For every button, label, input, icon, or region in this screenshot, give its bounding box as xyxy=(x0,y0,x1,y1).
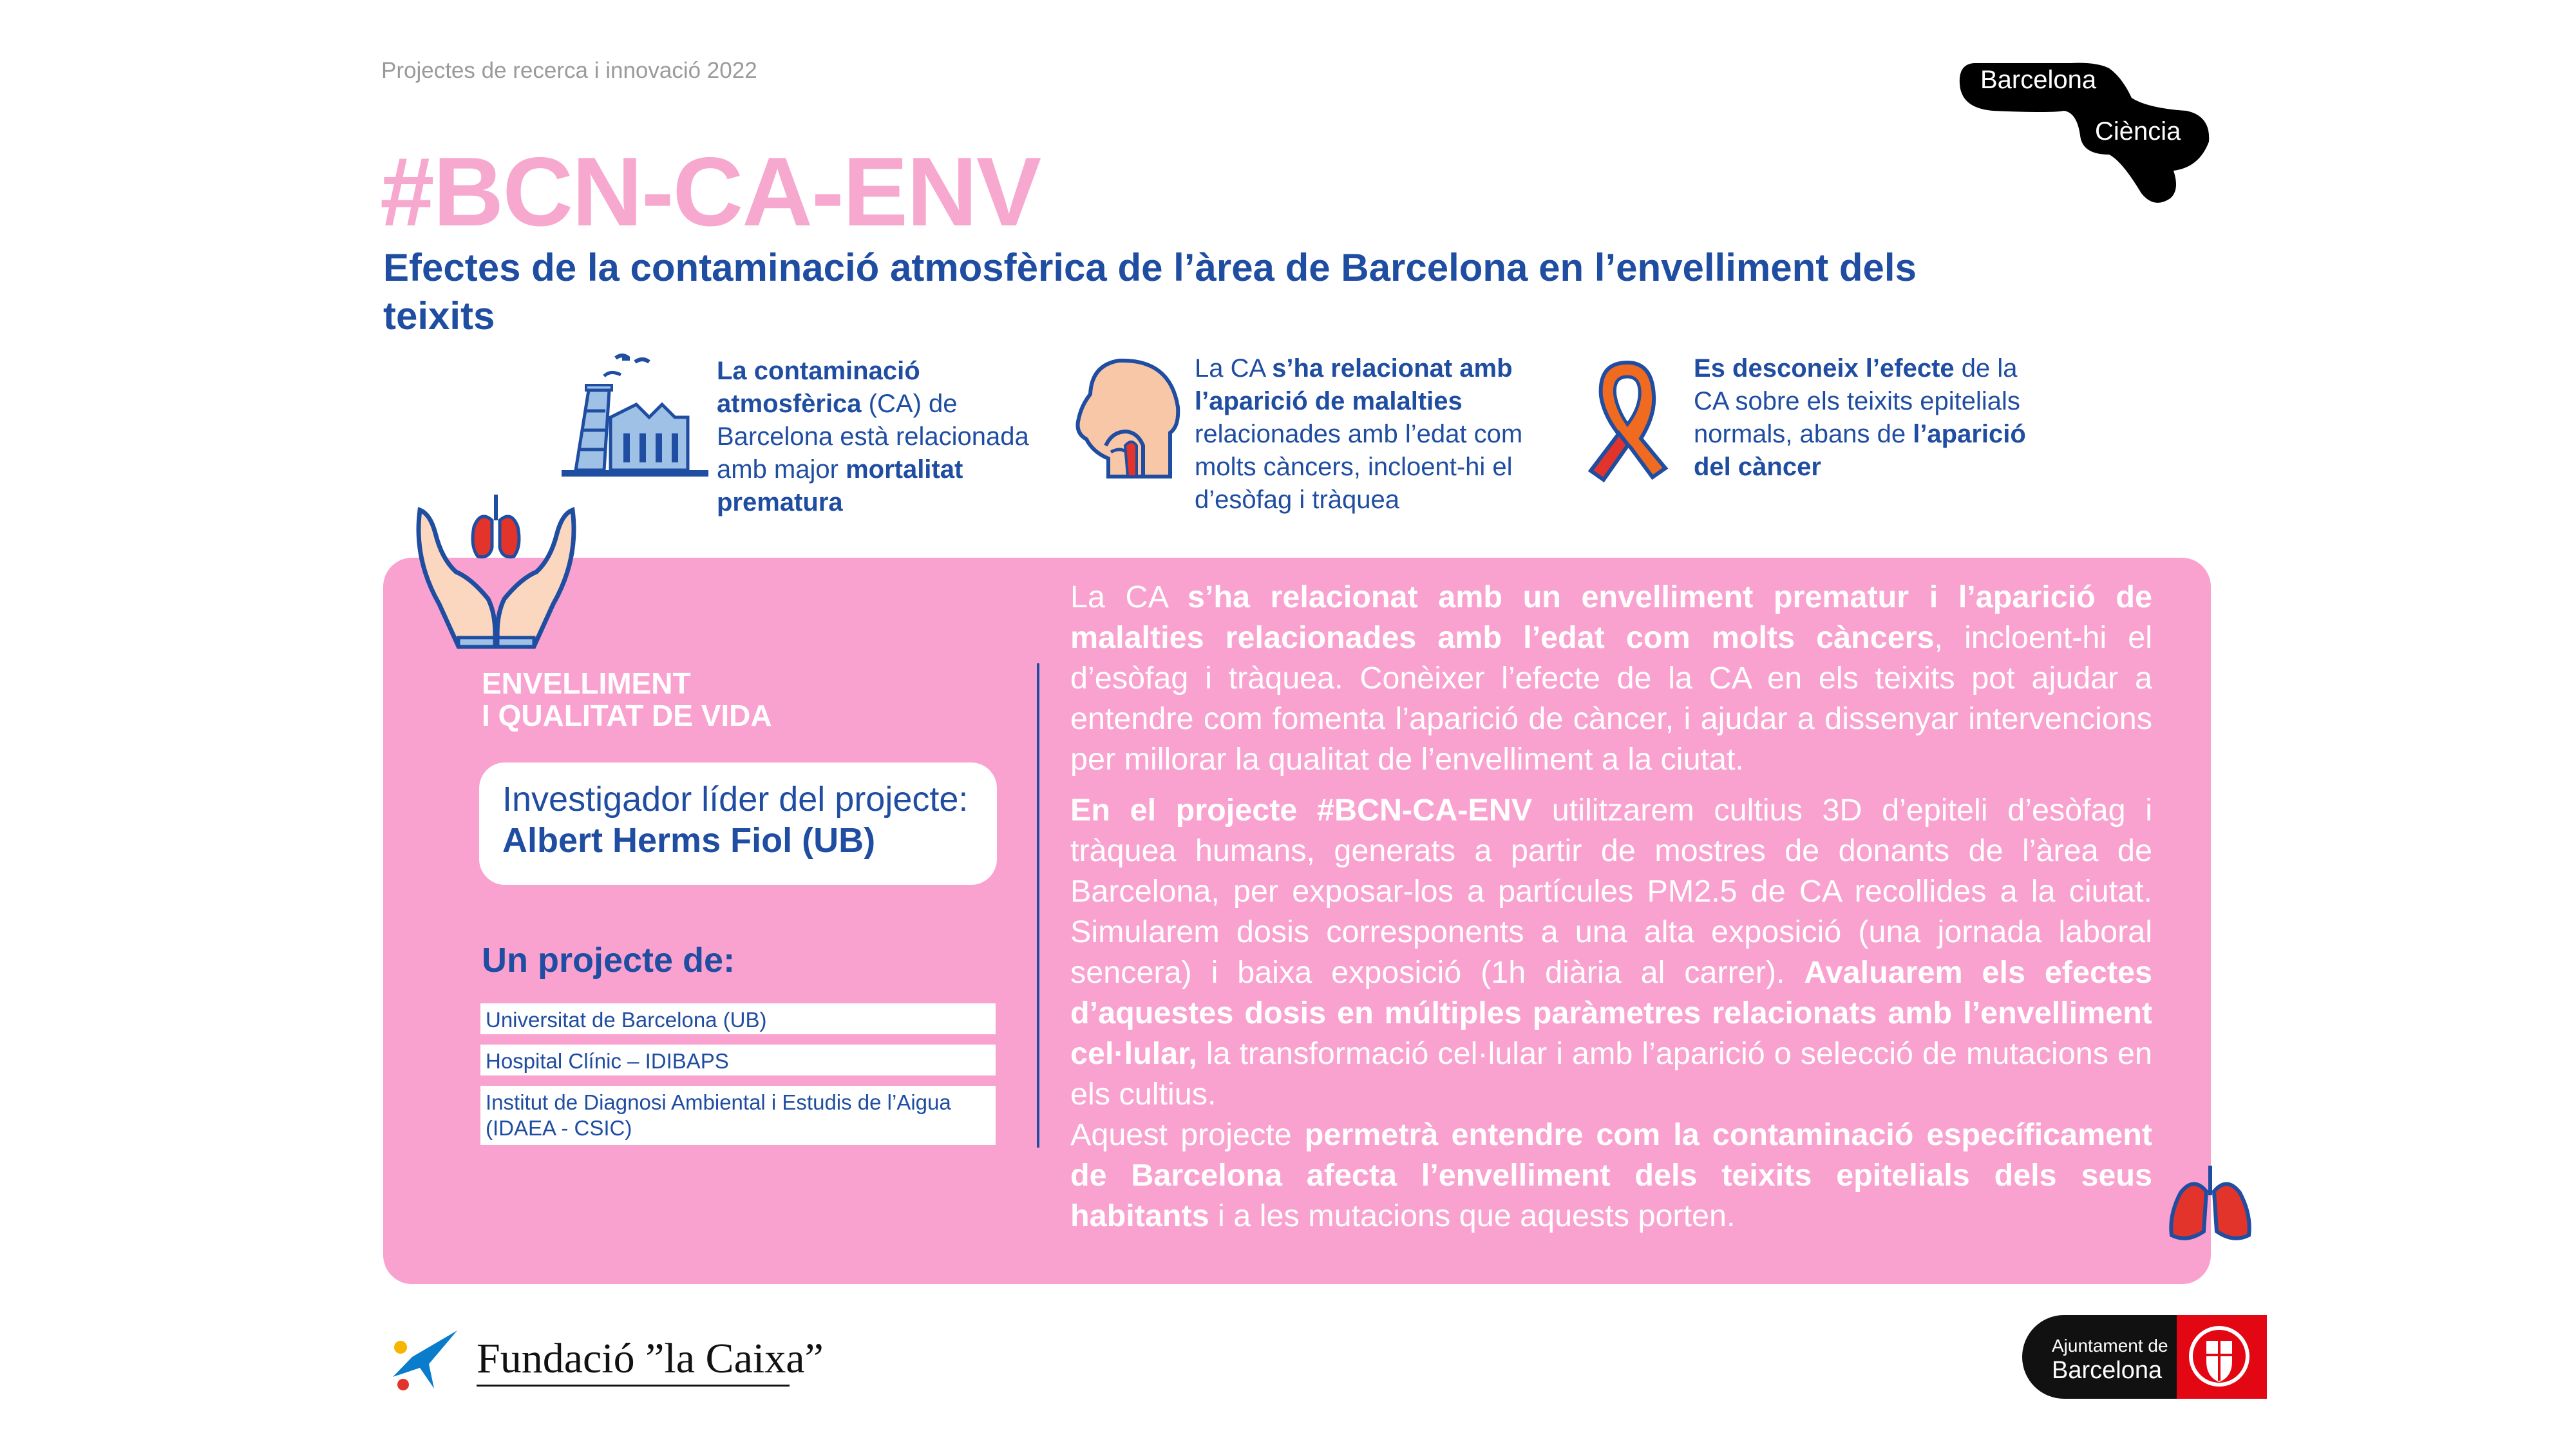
fact3-seg1: de la CA sobre els teixits epitelials normals, abans de xyxy=(1694,354,2020,448)
para2-seg3: la transformació cel·lular i amb l’aparició o selecció de mutacions en els cultius. xyxy=(1070,1036,2152,1112)
factory-icon xyxy=(559,353,710,482)
fact2-seg1: s’ha relacionat amb l’aparició de malalties xyxy=(1195,354,1513,415)
brand-logo-line1: Barcelona xyxy=(1980,66,2097,94)
cancer-ribbon-icon xyxy=(1586,357,1669,486)
para3-seg1: permetrà entendre com la contaminació específicament de Barcelona afecta l’envelliment dels teixits epitelials dels seus habitants xyxy=(1070,1117,2152,1233)
page-title: #BCN-CA-ENV xyxy=(380,137,1041,247)
ajuntament-line2: Barcelona xyxy=(2052,1357,2163,1384)
caixa-underline xyxy=(477,1385,790,1387)
fact2-seg0: La CA xyxy=(1195,354,1273,383)
fact3-seg2: l’aparició del càncer xyxy=(1694,420,2026,481)
partner-item: Hospital Clínic – IDIBAPS xyxy=(480,1045,996,1075)
researcher-box xyxy=(479,762,997,885)
para1-seg1: s’ha relacionat amb un envelliment prematur i l’aparició de malalties relacionades amb l’edat com molts càncers xyxy=(1070,580,2152,655)
page-subtitle: Efectes de la contaminació atmosfèrica de l’àrea de Barcelona en l’envelliment dels teixits xyxy=(383,246,1917,337)
fact-diseases xyxy=(1195,352,1581,516)
barcelona-ciencia-logo xyxy=(1955,58,2212,209)
para3-seg2: i a les mutacions que aquests porten. xyxy=(1209,1198,1736,1233)
fact-pollution-mortality xyxy=(717,355,1065,519)
vertical-divider xyxy=(1037,663,1039,1148)
partner-item: Universitat de Barcelona (UB) xyxy=(480,1003,996,1034)
para1-seg0: La CA xyxy=(1070,580,1188,614)
fact-unknown-effect xyxy=(1694,352,2054,484)
project-of-heading: Un projecte de: xyxy=(482,941,735,980)
section-title-line1: ENVELLIMENT xyxy=(482,667,691,700)
project-description xyxy=(1070,577,2152,1247)
barcelona-shield-icon xyxy=(2177,1315,2267,1399)
caixa-star-icon xyxy=(386,1328,470,1392)
fact1-seg1: (CA) de Barcelona està relacionada amb major xyxy=(717,390,1029,484)
fact1-seg0: La contaminació atmosfèrica xyxy=(717,357,920,418)
description-paragraph-3 xyxy=(1070,1115,2152,1236)
fact1-seg2: mortalitat prematura xyxy=(717,455,963,516)
caixa-logo-text: Fundació ”la Caixa” xyxy=(477,1335,824,1382)
fact2-seg2: relacionades amb l’edat com molts càncers, incloent-hi el d’esòfag i tràquea xyxy=(1195,420,1523,514)
para2-seg0: En el projecte #BCN-CA-ENV xyxy=(1070,793,1533,828)
lungs-icon xyxy=(2164,1163,2257,1247)
description-paragraph-2 xyxy=(1070,790,2152,1115)
kicker-text: Projectes de recerca i innovació 2022 xyxy=(381,58,757,83)
para2-seg2: Avaluarem els efectes d’aquestes dosis en múltiples paràmetres relacionats amb l’envelliment cel·lular, xyxy=(1070,955,2152,1071)
para3-seg0: Aquest projecte xyxy=(1070,1117,1305,1152)
fact3-seg0: Es desconeix l’efecte xyxy=(1694,354,1955,383)
section-title-line2: I QUALITAT DE VIDA xyxy=(482,699,772,732)
section-title xyxy=(482,667,772,732)
ajuntament-line1: Ajuntament de xyxy=(2052,1336,2168,1356)
para1-seg2: , incloent-hi el d’esòfag i tràquea. Conèixer l’efecte de la CA en els teixits pot ajudar a entendre com fomenta l’aparició de càncer, i ajudar a dissenyar intervencions per millorar la qualitat de l’envelliment a la ciutat. xyxy=(1070,620,2152,777)
head-throat-icon xyxy=(1074,355,1183,481)
ajuntament-red-bg xyxy=(2177,1315,2267,1399)
ajuntament-barcelona-logo xyxy=(2022,1315,2267,1399)
para2-seg1: utilitzarem cultius 3D d’epiteli d’esòfag i tràquea humans, generats a partir de mostres de donants de l’àrea de Barcelona, per exposar-los a partícules PM2.5 de CA recollides a la ciutat. Simularem dosis corresponents a una alta exposició (una jornada laboral sencera) i baixa exposició (1h diària al carrer). xyxy=(1070,793,2152,990)
researcher-label: Investigador líder del projecte: xyxy=(502,780,969,819)
fundacio-la-caixa-logo xyxy=(386,1328,824,1392)
researcher-name: Albert Herms Fiol (UB) xyxy=(502,821,876,860)
hands-lungs-icon xyxy=(411,488,582,649)
description-paragraph-1 xyxy=(1070,577,2152,780)
partner-item: Institut de Diagnosi Ambiental i Estudis de l’Aigua (IDAEA - CSIC) xyxy=(480,1086,996,1145)
brand-logo-line2: Ciència xyxy=(2095,117,2181,146)
